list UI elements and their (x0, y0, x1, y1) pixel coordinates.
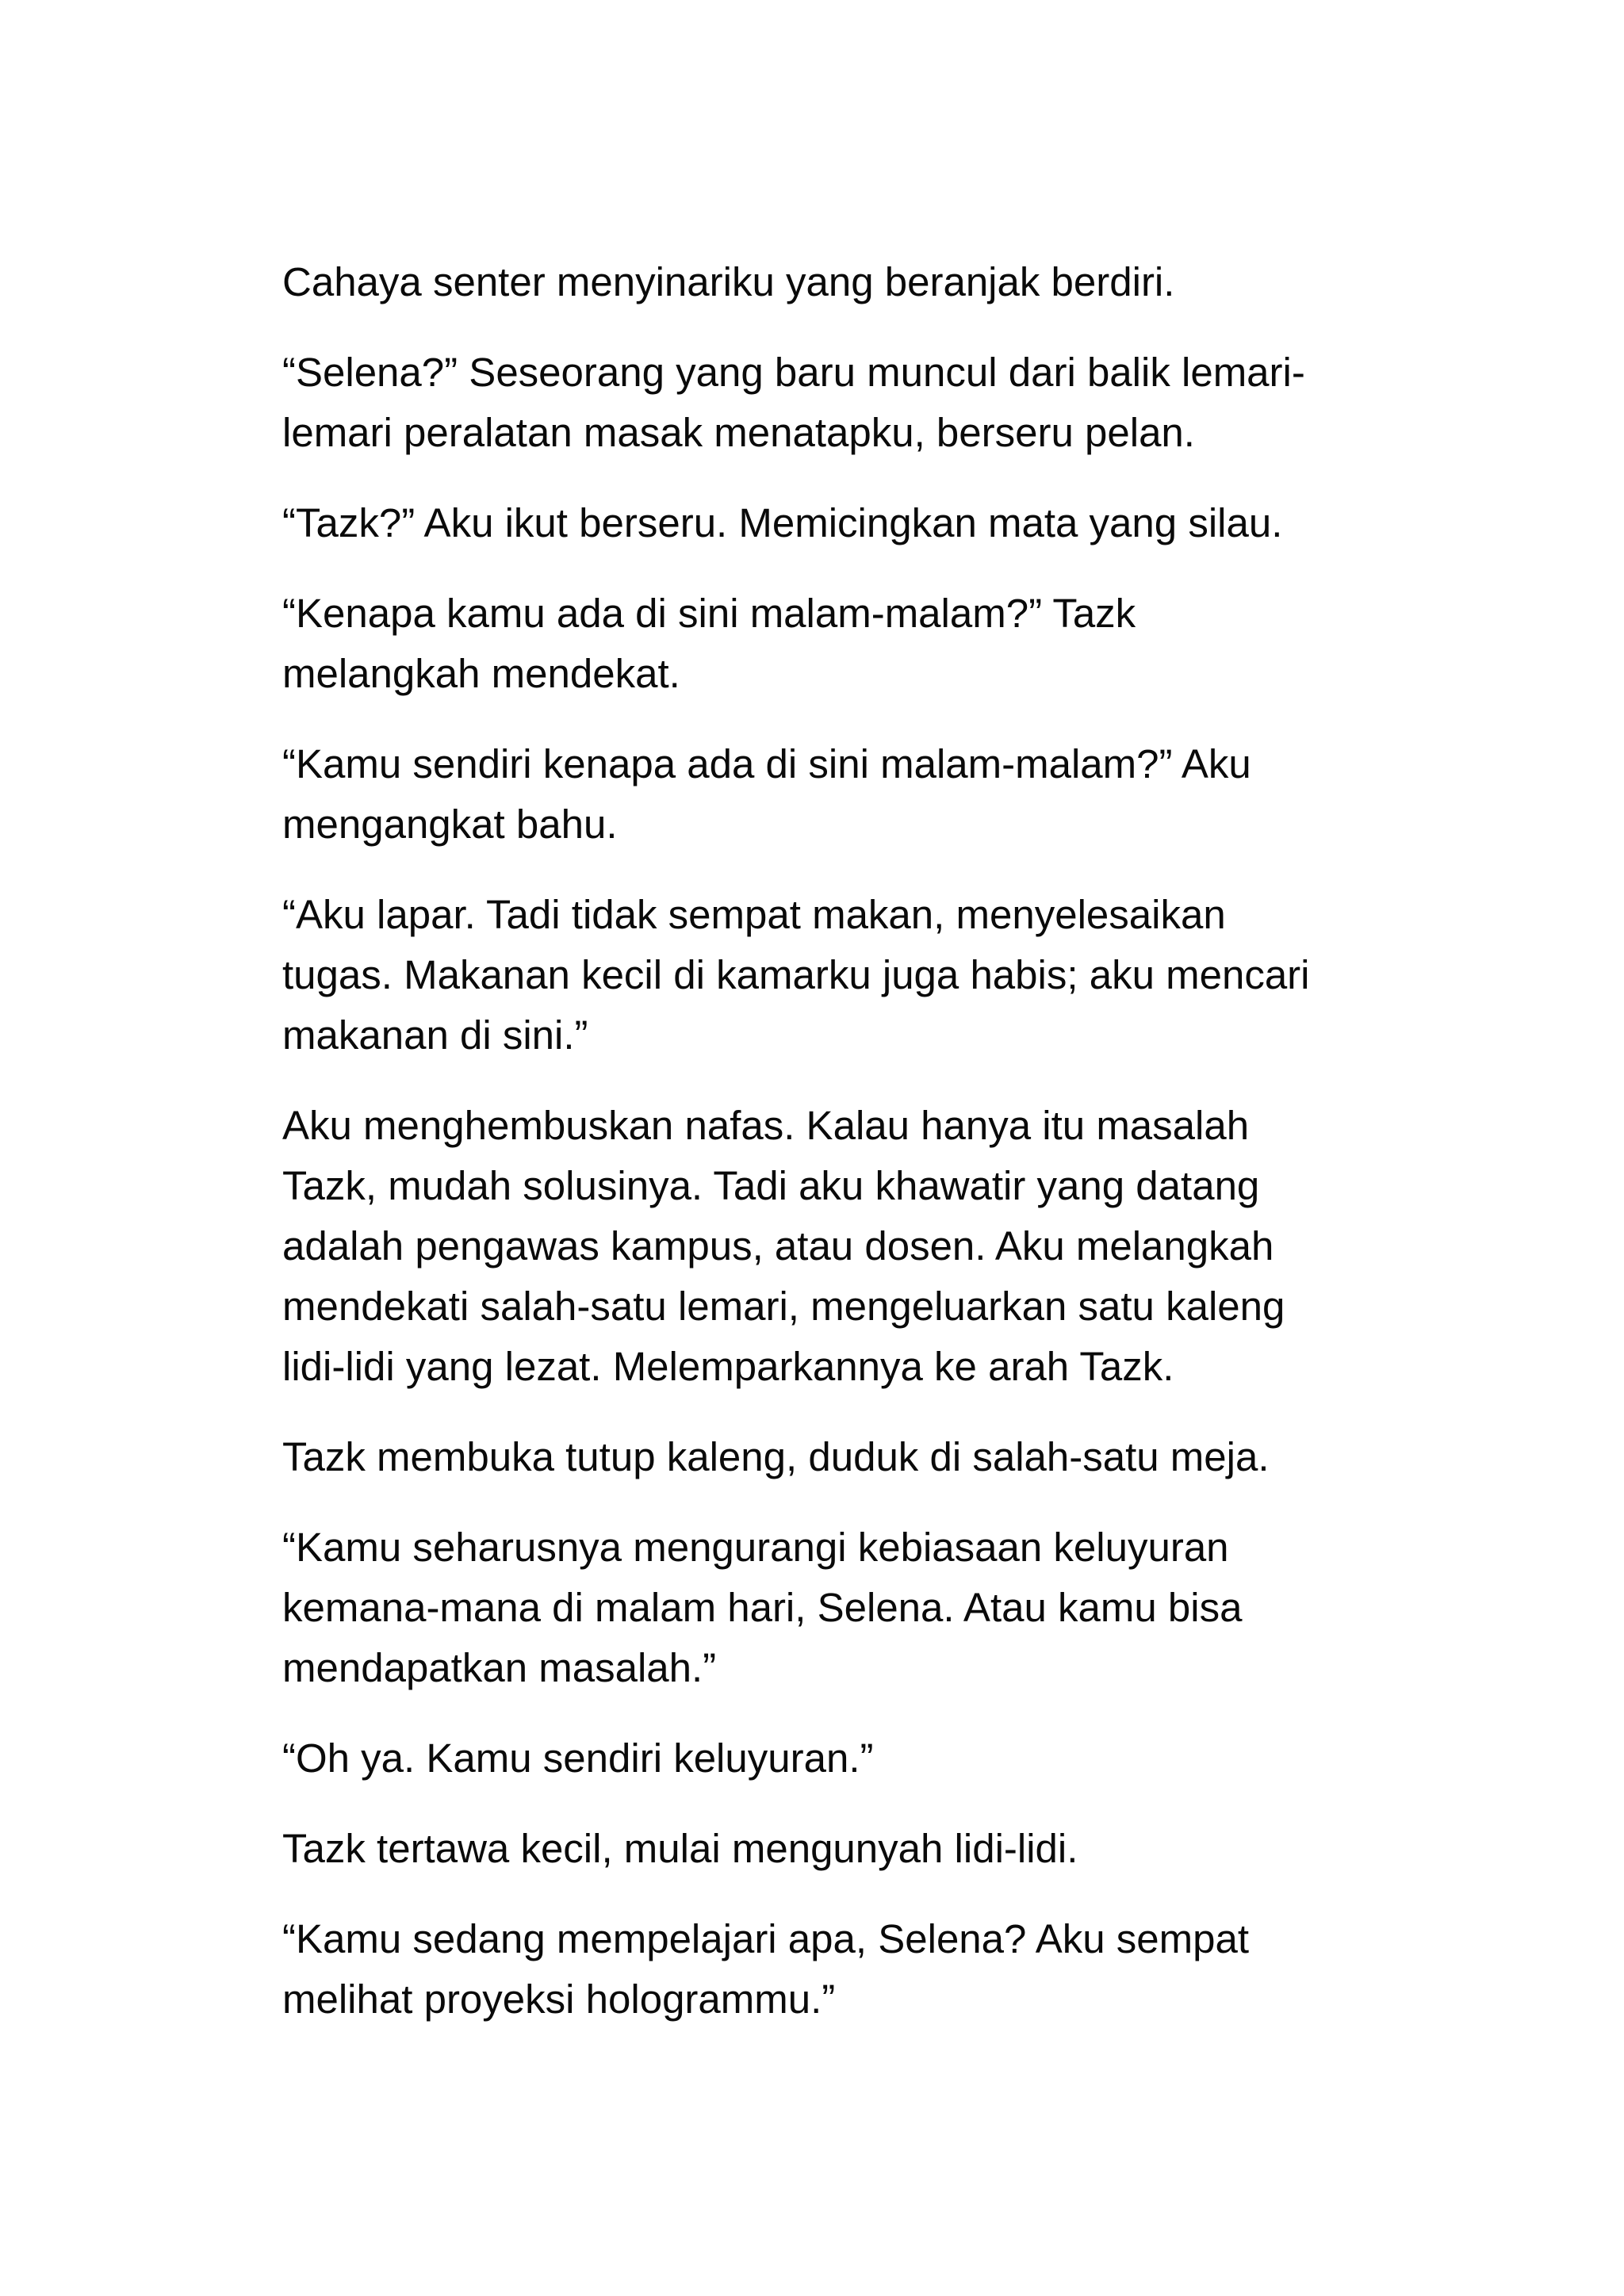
text-line: “Kamu seharusnya mengurangi kebiasaan keluyuran (282, 1525, 1229, 1570)
text-line: Aku menghembuskan nafas. Kalau hanya itu masalah (282, 1103, 1250, 1148)
paragraph-1 (282, 252, 1361, 312)
body-text (282, 252, 1361, 2060)
paragraph-11 (282, 1819, 1361, 1879)
text-line: melangkah mendekat. (282, 651, 680, 696)
text-line: Tazk membuka tutup kaleng, duduk di salah-satu meja. (282, 1434, 1270, 1479)
text-line: lidi-lidi yang lezat. Melemparkannya ke arah Tazk. (282, 1344, 1174, 1389)
paragraph-12 (282, 1909, 1361, 2030)
paragraph-10 (282, 1728, 1361, 1789)
text-line: “Kenapa kamu ada di sini malam-malam?” Tazk (282, 591, 1136, 636)
paragraph-5 (282, 734, 1361, 855)
text-line: Tazk, mudah solusinya. Tadi aku khawatir yang datang (282, 1163, 1260, 1208)
text-line: “Selena?” Seseorang yang baru muncul dari balik lemari- (282, 350, 1305, 395)
paragraph-7 (282, 1096, 1361, 1397)
text-line: mendekati salah-satu lemari, mengeluarkan satu kaleng (282, 1284, 1285, 1329)
text-line: “Tazk?” Aku ikut berseru. Memicingkan mata yang silau. (282, 500, 1283, 545)
paragraph-6 (282, 885, 1361, 1066)
paragraph-8 (282, 1427, 1361, 1487)
text-line: lemari peralatan masak menatapku, berseru pelan. (282, 410, 1195, 455)
text-line: makanan di sini.” (282, 1012, 588, 1058)
text-line: kemana-mana di malam hari, Selena. Atau kamu bisa (282, 1585, 1243, 1630)
paragraph-9 (282, 1517, 1361, 1698)
paragraph-2 (282, 342, 1361, 463)
text-line: mengangkat bahu. (282, 802, 618, 847)
text-line: Tazk tertawa kecil, mulai mengunyah lidi-lidi. (282, 1826, 1078, 1871)
paragraph-3 (282, 493, 1361, 553)
text-line: tugas. Makanan kecil di kamarku juga habis; aku mencari (282, 952, 1310, 997)
text-line: adalah pengawas kampus, atau dosen. Aku melangkah (282, 1223, 1274, 1269)
text-line: “Kamu sedang mempelajari apa, Selena? Aku sempat (282, 1916, 1250, 1961)
text-line: “Kamu sendiri kenapa ada di sini malam-malam?” Aku (282, 741, 1251, 786)
paragraph-4 (282, 584, 1361, 704)
text-line: melihat proyeksi hologrammu.” (282, 1976, 836, 2022)
text-line: mendapatkan masalah.” (282, 1645, 717, 1690)
text-line: “Aku lapar. Tadi tidak sempat makan, menyelesaikan (282, 892, 1226, 937)
text-line: “Oh ya. Kamu sendiri keluyuran.” (282, 1735, 874, 1781)
text-line: Cahaya senter menyinariku yang beranjak berdiri. (282, 259, 1175, 304)
